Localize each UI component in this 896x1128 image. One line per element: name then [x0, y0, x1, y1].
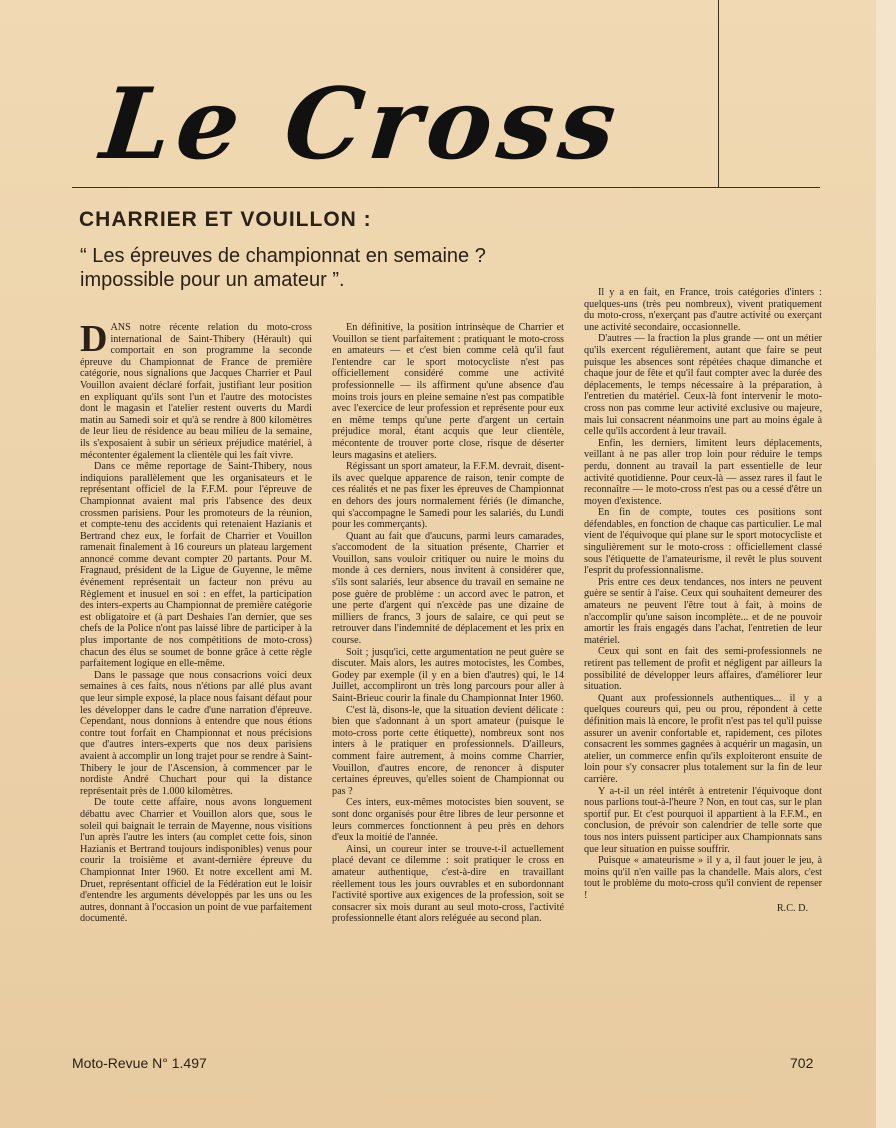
paragraph: Quant au fait que d'aucuns, parmi leurs camarades, s'accomodent de la situation présente, Charrier et Vouillon, sans vouloir critiquer ou nuire le moins du monde à ces derniers, nous invitent à considérer que, s'ils sont salariés, leur absence du travail en semaine ne pose guère de problème : un accord avec le patron, et une perte d'argent qui n'excède pas une dizaine de milliers de francs, 3 jours de salaire, ce qui peut se retrouver dans l'indemnité de déplacement et les prix en course.	[332, 530, 564, 647]
article-deck: “ Les épreuves de championnat en semaine ? impossible pour un amateur ”.	[80, 245, 486, 291]
text-column-2	[332, 322, 564, 925]
paragraph: Ces inters, eux-mêmes motocistes bien souvent, se sont donc organisés pour être libres de leur personne et leurs commerces fonctionnent à peu près en dehors d'eux la moitié de l'année.	[332, 797, 564, 844]
paragraph: Ainsi, un coureur inter se trouve-t-il actuellement placé devant ce dilemme : soit pratiquer le cross en amateur authentique, c'est-à-dire en travaillant réellement tous les jours ouvrables et en subordonnant l'activité sportive aux exigences de la profession, soit se consacrer six mois durant au seul moto-cross, l'activité professionnelle étant alors reléguée au second plan.	[332, 843, 564, 925]
horizontal-rule	[72, 187, 820, 188]
drop-cap: D	[80, 318, 108, 360]
text-column-1	[80, 318, 312, 925]
paragraph: De toute cette affaire, nous avons longuement débattu avec Charrier et Vouillon alors que, sous le soleil qui baignait le terrain de Mayenne, nous visitions l'un après l'autre les inters (au complet cette fois, sinon Hazianis et Bertrand toujours indisponibles) venus pour courir la troisième et avant-dernière épreuve du Championnat Inter 1960. Et notre excellent ami M. Druet, représentant officiel de la Fédération eut le loisir d'entendre les arguments développés par les uns ou les autres, donnant à l'occasion un point de vue parfaitement documenté.	[80, 797, 312, 925]
article-headline: CHARRIER ET VOUILLON :	[79, 208, 372, 231]
paragraph: D'autres — la fraction la plus grande — ont un métier qu'ils exercent régulièrement, autant que faire se peut puisque les absences sont répétées chaque dimanche et chaque jour de fête et qu'il faut compter avec la durée des déplacements, le temps nécessaire à la préparation, à l'entretien du matériel. Ceux-là font intervenir le moto-cross non pas comme leur activité exclusive ou majeure, mais lui consacrent néanmoins une part au moins égale à celle qu'ils accordent à leur travail.	[584, 333, 822, 438]
paragraph: Dans le passage que nous consacrions voici deux semaines à ces faits, nous n'étions par allé plus avant que leur simple exposé, la place nous faisant défaut pour les développer dans le cadre d'une narration d'épreuve. Cependant, nous donnions à entendre que nous étions contre tout forfait en Championnat et nous précisions que d'autres inters-experts que nos deux parisiens avaient à accomplir un long trajet pour se rendre à Saint-Thibery le jour de l'Ascension, à commencer par le nordiste André Chuchart pour qui la distance représentait près de 1.000 kilomètres.	[80, 669, 312, 797]
paragraph: Quant aux professionnels authentiques... il y a quelques coureurs qui, peu ou prou, répondent à cette définition mais là encore, le profit n'est pas tel qu'il puisse assurer un avenir confortable et, rapidement, ces pilotes consacrent les sommes gagnées à acquérir un magasin, un atelier, un commerce enfin qu'ils exploiteront ensuite de loin pour s'y consacrer plus totalement sur la fin de leur carrière.	[584, 692, 822, 785]
paragraph: Enfin, les derniers, limitent leurs déplacements, veillant à ne pas aller trop loin pour réduire le temps perdu, donnent au travail la part essentielle de leur activité quotidienne. Pour ceux-là — assez rares il faut le reconnaître — le moto-cross n'est pas ou a cessé d'être un moyen d'existence.	[584, 437, 822, 507]
paragraph: Soit ; jusqu'ici, cette argumentation ne peut guère se discuter. Mais alors, les autres motocistes, les Combes, Godey par exemple (il y en a bien d'autres) qui, le 14 Juillet, accompliront un très long parcours pour aller à Saint-Brieuc courir la finale du Championnat Inter 1960.	[332, 646, 564, 704]
paragraph: Y a-t-il un réel intérêt à entretenir l'équivoque dont nous parlions tout-à-l'heure ? Non, en tout cas, sur le plan sportif pur. Et c'est pourquoi il appartient à la F.F.M., en conclusion, de prévoir son calendrier de telle sorte que tous nos inters puissent participer aux Championnats sans que leur situation en puisse souffrir.	[584, 785, 822, 855]
paragraph: Il y a en fait, en France, trois catégories d'inters : quelques-uns (très peu nombreux), vivent pratiquement du moto-cross, n'exerçant pas d'autre activité ou exerçant une activité secondaire, occasionnelle.	[584, 287, 822, 333]
section-logo: Le Cross	[96, 67, 627, 182]
paragraph: Dans ce même reportage de Saint-Thibery, nous indiquions parallèlement que les organisateurs et le représentant officiel de la F.F.M. pour l'épreuve de Championnat avaient mal pris l'absence des deux crossmen parisiens. Pour les promoteurs de la réunion, et compte-tenu des accidents qui retenaient Hazianis et Bertrand chez eux, le forfait de Charrier et Vouillon ramenait finalement à 16 coureurs un plateau largement annoncé comme devant compter 20 partants. Pour M. Fragnaud, président de la Ligue de Guyenne, le même événement représentait un facteur non prévu au Règlement et inusuel en soi : en effet, la participation des inters-experts au Championnat de première catégorie est obligatoire et (à part Deshaies l'an dernier, que ses chefs de la Police n'ont pas laissé libre de participer à la plus importante de nos compétitions de moto-cross) chacun des élus se soumet de bonne grâce à cette règle parfaitement logique en elle-même.	[80, 461, 312, 670]
text-column-3	[584, 287, 822, 915]
paragraph: En fin de compte, toutes ces positions sont défendables, en fonction de chaque cas particulier. Le mal vient de l'équivoque qui plane sur le sport motocycliste et singulièrement sur le moto-cross : officiellement classé sous l'étiquette de l'amateurisme, il revêt le plus souvent l'esprit du professionnalisme.	[584, 507, 822, 577]
paragraph: Ceux qui sont en fait des semi-professionnels ne retirent pas tellement de profit et négligent par ailleurs la possibilité de développer leurs affaires, d'améliorer leur situation.	[584, 646, 822, 693]
paragraph: ANS notre récente relation du moto-cross international de Saint-Thibery (Hérault) qui comportait en son programme la seconde épreuve du Championnat de France de première catégorie, nous signalions que Jacques Charrier et Paul Vouillon avaient déclaré forfait, justifiant leur position en expliquant qu'ils sont l'un et l'autre des motocistes dont le magasin et l'atelier restent ouverts du Mardi matin au Samedi soir et qu'à se rendre à 800 kilomètres de leur lieu de résidence au beau milieu de la semaine, ils s'exposaient à subir un sérieux préjudice matériel, à mécontenter également la clientèle qui les fait vivre.	[80, 322, 312, 461]
magazine-issue: Moto-Revue N° 1.497	[72, 1055, 207, 1071]
paragraph: En définitive, la position intrinsèque de Charrier et Vouillon se tient parfaitement : pratiquant le moto-cross en amateurs — et c'est bien comme celà qu'il faut l'entendre car le sport motocycliste n'est pas officiellement considéré comme une activité professionnelle — ils affirment qu'une absence d'au moins trois jours en pleine semaine n'est pas compatible avec l'exercice de leur profession et représente pour eux en même temps qu'une perte d'argent un certain préjudice moral, étant acquis que leur clientèle, mécontente de trouver porte close, risque de déserter leurs magasins et ateliers.	[332, 322, 564, 461]
paragraph: Régissant un sport amateur, la F.F.M. devrait, disent-ils avec quelque apparence de raison, tenir compte de ces réalités et ne pas fixer les épreuves de Championnat en dehors des jours normalement fériés (le dimanche, qui s'accompagne le Samedi pour les salariés, du Lundi pour les commerçants).	[332, 461, 564, 531]
paragraph: C'est là, disons-le, que la situation devient délicate : bien que s'adonnant à un sport amateur (puisque le moto-cross porte cette étiquette), nombreux sont nos inters à le pratiquer en professionnels. D'ailleurs, comment faire autrement, à moins comme Charrier, Vouillon, d'autres encore, de renoncer à disputer certaines épreuves, qu'elles soient de Championnat ou pas ?	[332, 704, 564, 797]
page-number: 702	[790, 1055, 814, 1071]
page-edge	[876, 0, 896, 1128]
paragraph: Puisque « amateurisme » il y a, il faut jouer le jeu, à moins qu'il n'en vaille pas la chandelle. Mais alors, c'est tout le problème du moto-cross qu'il convient de repenser !	[584, 855, 822, 901]
vertical-rule	[718, 0, 719, 188]
author-signature: R.C. D.	[776, 903, 808, 915]
paragraph: Pris entre ces deux tendances, nos inters ne peuvent guère se sentir à l'aise. Ceux qui souhaitent demeurer des amateurs ne peuvent l'être tout à fait, à moins de n'accomplir qu'une saison incomplète... et de ne pouvoir amortir les frais engagés dans l'achat, l'entretien de leur matériel.	[584, 576, 822, 646]
